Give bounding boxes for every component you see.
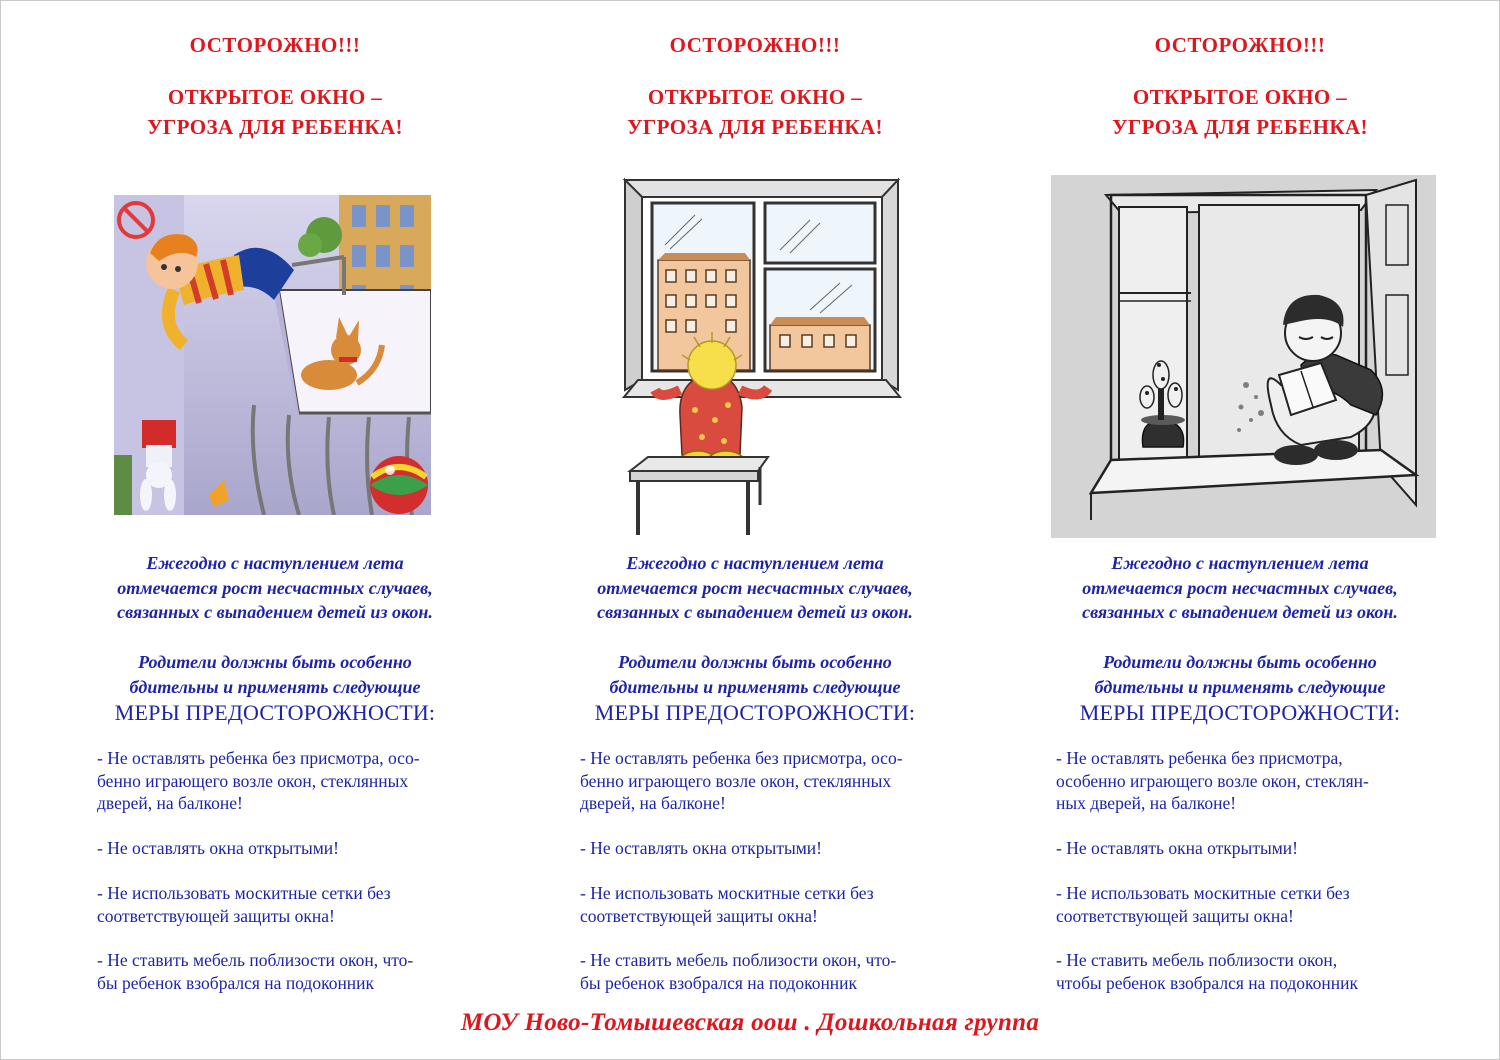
- precaution-item-closed-windows: - Не оставлять окна открытыми!: [1056, 838, 1298, 858]
- summer-accidents-paragraph: Ежегодно с наступлением лета отмечается рост несчастных случаев, связанных с выпадением детей из окон.: [117, 553, 433, 622]
- parents-vigilance-paragraph: Родители должны быть особенно бдительны и применять следующие: [609, 652, 901, 697]
- danger-heading: ОТКРЫТОЕ ОКНО – УГРОЗА ДЛЯ РЕБЕНКА!: [1112, 85, 1368, 139]
- warning-title: ОСТОРОЖНО!!!: [669, 33, 841, 57]
- summer-accidents-paragraph: Ежегодно с наступлением лета отмечается рост несчастных случаев, связанных с выпадением детей из окон.: [1082, 553, 1398, 622]
- precaution-item-furniture: - Не ставить мебель поблизости окон, чтобы ребенок взобрался на подоконник: [1056, 950, 1359, 993]
- leaflet-column-3: [1005, 0, 1475, 1010]
- precautions-title: МЕРЫ ПРЕДОСТОРОЖНОСТИ:: [114, 700, 436, 725]
- child-falling-from-balcony-illustration: [114, 195, 431, 515]
- leaflet-column-1: [40, 0, 510, 1010]
- precautions-title: МЕРЫ ПРЕДОСТОРОЖНОСТИ:: [594, 700, 916, 725]
- child-on-table-at-window-illustration: [620, 175, 902, 540]
- precaution-item-closed-windows: - Не оставлять окна открытыми!: [580, 838, 822, 858]
- danger-heading: ОТКРЫТОЕ ОКНО – УГРОЗА ДЛЯ РЕБЕНКА!: [627, 85, 883, 139]
- boy-reading-on-windowsill-illustration: [1051, 175, 1436, 538]
- precaution-item-mosquito-nets: - Не использовать москитные сетки без соответствующей защиты окна!: [1056, 883, 1350, 926]
- precaution-item-supervision: - Не оставлять ребенка без присмотра, осо- бенно играющего возле окон, стеклянных дверей, на балконе!: [580, 748, 903, 813]
- warning-title: ОСТОРОЖНО!!!: [189, 33, 361, 57]
- school-footer: МОУ Ново-Томышевская оош . Дошкольная группа: [460, 1009, 1040, 1036]
- precautions-title: МЕРЫ ПРЕДОСТОРОЖНОСТИ:: [1079, 700, 1401, 725]
- precaution-item-mosquito-nets: - Не использовать москитные сетки без соответствующей защиты окна!: [580, 883, 874, 926]
- parents-vigilance-paragraph: Родители должны быть особенно бдительны и применять следующие: [129, 652, 421, 697]
- precaution-item-furniture: - Не ставить мебель поблизости окон, что- бы ребенок взобрался на подоконник: [97, 950, 414, 993]
- precaution-item-closed-windows: - Не оставлять окна открытыми!: [97, 838, 339, 858]
- precaution-item-supervision: - Не оставлять ребенка без присмотра, осо- бенно играющего возле окон, стеклянных дверей, на балконе!: [97, 748, 420, 813]
- precaution-item-supervision: - Не оставлять ребенка без присмотра, особенно играющего возле окон, стеклян- ных дверей, на балконе!: [1056, 748, 1369, 813]
- warning-title: ОСТОРОЖНО!!!: [1154, 33, 1326, 57]
- danger-heading: ОТКРЫТОЕ ОКНО – УГРОЗА ДЛЯ РЕБЕНКА!: [147, 85, 403, 139]
- leaflet-column-2: [520, 0, 990, 1010]
- precaution-item-furniture: - Не ставить мебель поблизости окон, что- бы ребенок взобрался на подоконник: [580, 950, 897, 993]
- precaution-item-mosquito-nets: - Не использовать москитные сетки без соответствующей защиты окна!: [97, 883, 391, 926]
- summer-accidents-paragraph: Ежегодно с наступлением лета отмечается рост несчастных случаев, связанных с выпадением детей из окон.: [597, 553, 913, 622]
- parents-vigilance-paragraph: Родители должны быть особенно бдительны и применять следующие: [1094, 652, 1386, 697]
